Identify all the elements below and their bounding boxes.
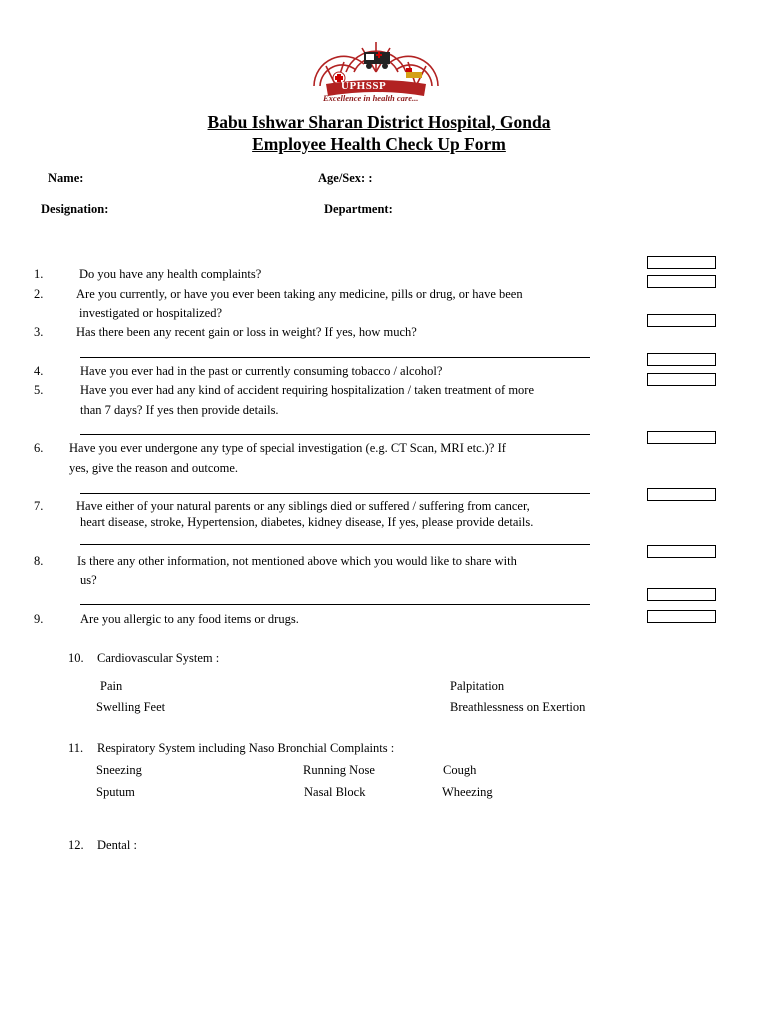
- question-number: 4.: [34, 364, 44, 378]
- answer-box[interactable]: [647, 488, 716, 501]
- question-text: than 7 days? If yes then provide details.: [80, 403, 279, 417]
- answer-line[interactable]: [80, 493, 590, 494]
- question-number: 3.: [34, 325, 44, 339]
- logo-text: UPHSSP: [341, 80, 387, 92]
- question-text: Have you ever had any kind of accident requiring hospitalization / taken treatment of more: [80, 383, 535, 397]
- question-text: us?: [80, 573, 97, 587]
- question-number: 7.: [34, 499, 44, 513]
- question-text: Do you have any health complaints?: [79, 267, 262, 281]
- section-title: Cardiovascular System :: [97, 651, 220, 665]
- symptom-item: Pain: [100, 679, 123, 693]
- question-number: 1.: [34, 267, 44, 281]
- answer-box[interactable]: [647, 588, 716, 601]
- symptom-item: Cough: [443, 763, 477, 777]
- section-title: Dental :: [97, 838, 137, 852]
- question-number: 5.: [34, 383, 44, 397]
- section-number: 10.: [68, 651, 84, 665]
- logo-tagline: Excellence in health care...: [323, 93, 419, 103]
- symptom-item: Wheezing: [442, 785, 493, 799]
- question-text: Are you allergic to any food items or drugs.: [80, 612, 299, 626]
- section-title: Respiratory System including Naso Bronchial Complaints :: [97, 741, 395, 755]
- question-text: yes, give the reason and outcome.: [69, 461, 239, 475]
- question-text: Have either of your natural parents or any siblings died or suffered / suffering from cancer,: [76, 499, 530, 513]
- answer-box[interactable]: [647, 610, 716, 623]
- question-number: 2.: [34, 287, 44, 301]
- symptom-item: Sneezing: [96, 763, 142, 777]
- answer-box[interactable]: [647, 256, 716, 269]
- question-text: Have you ever had in the past or currently consuming tobacco / alcohol?: [80, 364, 443, 378]
- name-label: Name:: [48, 171, 84, 185]
- question-text: investigated or hospitalized?: [79, 306, 223, 320]
- symptom-item: Running Nose: [303, 763, 375, 777]
- answer-line[interactable]: [80, 357, 590, 358]
- symptom-item: Nasal Block: [304, 785, 366, 799]
- age-sex-label: Age/Sex: :: [318, 171, 373, 185]
- form-title: Babu Ishwar Sharan District Hospital, Gonda: [207, 112, 551, 132]
- answer-box[interactable]: [647, 275, 716, 288]
- answer-box[interactable]: [647, 314, 716, 327]
- section-number: 11.: [68, 741, 84, 755]
- question-number: 9.: [34, 612, 44, 626]
- question-text: Are you currently, or have you ever been taking any medicine, pills or drug, or have been: [76, 287, 523, 301]
- answer-box[interactable]: [647, 373, 716, 386]
- answer-line[interactable]: [80, 604, 590, 605]
- question-text: heart disease, stroke, Hypertension, diabetes, kidney disease, If yes, please provide details.: [80, 515, 534, 529]
- question-text: Has there been any recent gain or loss in weight? If yes, how much?: [76, 325, 417, 339]
- answer-box[interactable]: [647, 431, 716, 444]
- symptom-item: Breathlessness on Exertion: [450, 700, 586, 714]
- question-text: Is there any other information, not mentioned above which you would like to share with: [77, 554, 517, 568]
- question-text: Have you ever undergone any type of special investigation (e.g. CT Scan, MRI etc.)? If: [69, 441, 506, 455]
- symptom-item: Swelling Feet: [96, 700, 166, 714]
- symptom-item: Palpitation: [450, 679, 505, 693]
- answer-line[interactable]: [80, 434, 590, 435]
- form-subtitle: Employee Health Check Up Form: [252, 134, 506, 154]
- symptom-item: Sputum: [96, 785, 135, 799]
- department-label: Department:: [324, 202, 393, 216]
- designation-label: Designation:: [41, 202, 109, 216]
- question-number: 6.: [34, 441, 44, 455]
- question-number: 8.: [34, 554, 44, 568]
- answer-line[interactable]: [80, 544, 590, 545]
- section-number: 12.: [68, 838, 84, 852]
- answer-box[interactable]: [647, 353, 716, 366]
- answer-box[interactable]: [647, 545, 716, 558]
